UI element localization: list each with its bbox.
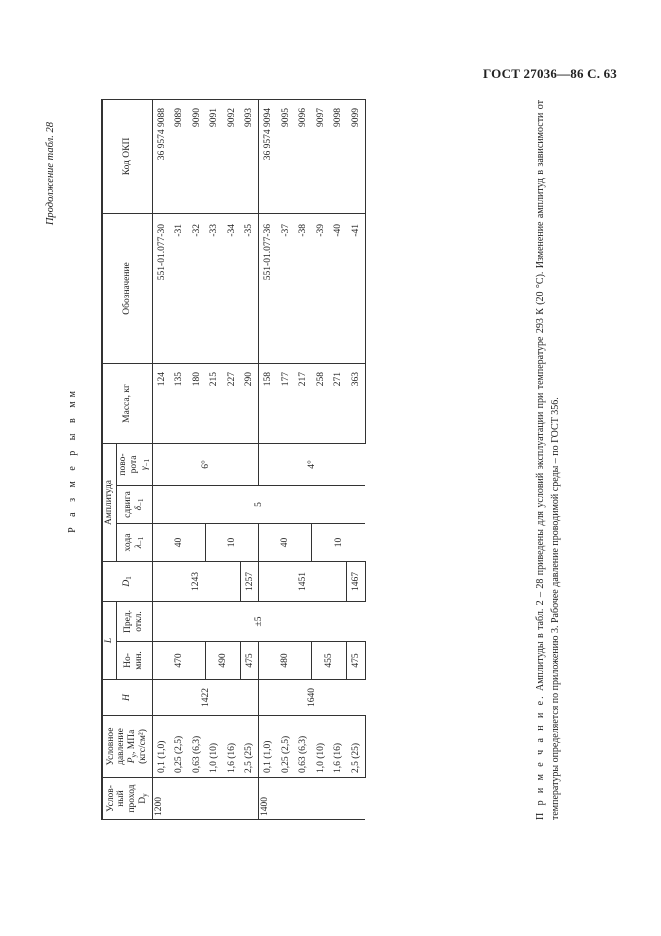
cell-mass: 217 bbox=[294, 363, 312, 443]
cell-okp: 9091 bbox=[205, 99, 223, 213]
cell-mass: 124 bbox=[152, 363, 170, 443]
col-shift-header: сдвига $\delta_{-1}$ bbox=[116, 485, 152, 523]
cell-pressure: 0,25 (2,5) bbox=[277, 716, 295, 778]
cell-designation: -32 bbox=[188, 213, 206, 363]
cell-turn: 6° bbox=[152, 443, 259, 485]
col-okp-header: Код ОКП bbox=[102, 99, 152, 213]
col-l-header: L bbox=[102, 601, 116, 679]
note-label: П р и м е ч а н и е. bbox=[535, 694, 546, 820]
cell-okp: 9093 bbox=[240, 99, 259, 213]
col-l-nom-header: Но- мин. bbox=[116, 642, 152, 680]
rotated-table-block bbox=[45, 100, 605, 820]
cell-mass: 135 bbox=[170, 363, 188, 443]
cell-okp: 9092 bbox=[223, 99, 241, 213]
cell-pressure: 1,6 (16) bbox=[329, 716, 347, 778]
col-mass-header: Масса, кг bbox=[102, 363, 152, 443]
cell-designation: 551-01.077-30 bbox=[152, 213, 170, 363]
header-row-1 bbox=[102, 99, 116, 819]
cell-designation: -37 bbox=[277, 213, 295, 363]
cell-okp: 9090 bbox=[188, 99, 206, 213]
table-row bbox=[259, 99, 277, 819]
col-pressure-header: Условное давление $P_y$, МПа (кгс/см²) bbox=[102, 716, 152, 778]
col-l-tol-header: Пред. откл. bbox=[116, 601, 152, 641]
cell-mass: 227 bbox=[223, 363, 241, 443]
col-stroke-header: хода $\lambda_{-1}$ bbox=[116, 523, 152, 561]
cell-mass: 363 bbox=[347, 363, 366, 443]
cell-mass: 158 bbox=[259, 363, 277, 443]
cell-okp: 9098 bbox=[329, 99, 347, 213]
col-turn-header: пово- рота $\gamma_{-1}$ bbox=[116, 443, 152, 485]
cell-h: 1640 bbox=[259, 680, 366, 716]
cell-pressure: 0,63 (6,3) bbox=[188, 716, 206, 778]
cell-pressure: 2,5 (25) bbox=[240, 716, 259, 778]
cell-l-nom: 475 bbox=[240, 642, 259, 680]
cell-designation: -38 bbox=[294, 213, 312, 363]
cell-okp: 36 9574 9094 bbox=[259, 99, 277, 213]
cell-pressure: 1,6 (16) bbox=[223, 716, 241, 778]
note-text: Амплитуды в табл. 2 – 28 приведены для условий эксплуатации при температуре 293 К (20 °С). Изменение амплитуд в зависимости от температуры определяется по приложению 3. Рабочее давление проводимой среды – по ГОСТ 356. bbox=[535, 99, 561, 820]
cell-pressure: 2,5 (25) bbox=[347, 716, 366, 778]
cell-d1: 1467 bbox=[347, 561, 366, 601]
cell-okp: 9097 bbox=[312, 99, 330, 213]
cell-designation: -41 bbox=[347, 213, 366, 363]
cell-designation: -39 bbox=[312, 213, 330, 363]
col-amplitude-header: Амплитуда bbox=[102, 443, 116, 561]
cell-pressure: 0,63 (6,3) bbox=[294, 716, 312, 778]
col-d1-header: $D_1$ bbox=[102, 561, 152, 601]
page-header: ГОСТ 27036—86 С. 63 bbox=[483, 66, 617, 81]
cell-designation: 551-01.077-36 bbox=[259, 213, 277, 363]
cell-pressure: 1,0 (10) bbox=[312, 716, 330, 778]
cell-pressure: 0,1 (1,0) bbox=[259, 716, 277, 778]
col-dn-header: Услов- ный проход $D_y$ bbox=[102, 778, 152, 820]
cell-turn: 4° bbox=[259, 443, 366, 485]
cell-dn: 1400 bbox=[259, 778, 366, 820]
cell-okp: 36 9574 9088 bbox=[152, 99, 170, 213]
cell-pressure: 0,25 (2,5) bbox=[170, 716, 188, 778]
cell-h: 1422 bbox=[152, 680, 259, 716]
cell-mass: 290 bbox=[240, 363, 259, 443]
cell-designation: -34 bbox=[223, 213, 241, 363]
cell-pressure: 1,0 (10) bbox=[205, 716, 223, 778]
cell-stroke: 10 bbox=[205, 523, 259, 561]
cell-l-nom: 455 bbox=[312, 642, 347, 680]
cell-stroke: 40 bbox=[152, 523, 205, 561]
cell-designation: -31 bbox=[170, 213, 188, 363]
cell-okp: 9089 bbox=[170, 99, 188, 213]
cell-stroke: 10 bbox=[312, 523, 366, 561]
cell-dn: 1200 bbox=[152, 778, 259, 820]
cell-mass: 215 bbox=[205, 363, 223, 443]
cell-l-nom: 470 bbox=[152, 642, 205, 680]
cell-l-nom: 480 bbox=[259, 642, 312, 680]
cell-designation: -35 bbox=[240, 213, 259, 363]
data-table bbox=[101, 99, 366, 820]
cell-okp: 9095 bbox=[277, 99, 295, 213]
cell-mass: 177 bbox=[277, 363, 295, 443]
cell-l-nom: 490 bbox=[205, 642, 240, 680]
cell-okp: 9099 bbox=[347, 99, 366, 213]
cell-okp: 9096 bbox=[294, 99, 312, 213]
cell-mass: 271 bbox=[329, 363, 347, 443]
cell-l-tol: ±5 bbox=[152, 601, 365, 641]
cell-mass: 180 bbox=[188, 363, 206, 443]
cell-stroke: 40 bbox=[259, 523, 312, 561]
cell-mass: 258 bbox=[312, 363, 330, 443]
cell-d1: 1257 bbox=[240, 561, 259, 601]
cell-l-nom: 475 bbox=[347, 642, 366, 680]
cell-d1: 1451 bbox=[259, 561, 347, 601]
dimensions-caption: Р а з м е р ы в мм bbox=[67, 387, 78, 533]
col-h-header: H bbox=[102, 680, 152, 716]
col-designation-header: Обозначение bbox=[102, 213, 152, 363]
cell-pressure: 0,1 (1,0) bbox=[152, 716, 170, 778]
cell-designation: -33 bbox=[205, 213, 223, 363]
table-note bbox=[533, 100, 563, 820]
table-row bbox=[152, 99, 170, 819]
continuation-label: Продолжение табл. 28 bbox=[45, 122, 56, 226]
cell-d1: 1243 bbox=[152, 561, 240, 601]
cell-shift: 5 bbox=[152, 485, 365, 523]
cell-designation: -40 bbox=[329, 213, 347, 363]
